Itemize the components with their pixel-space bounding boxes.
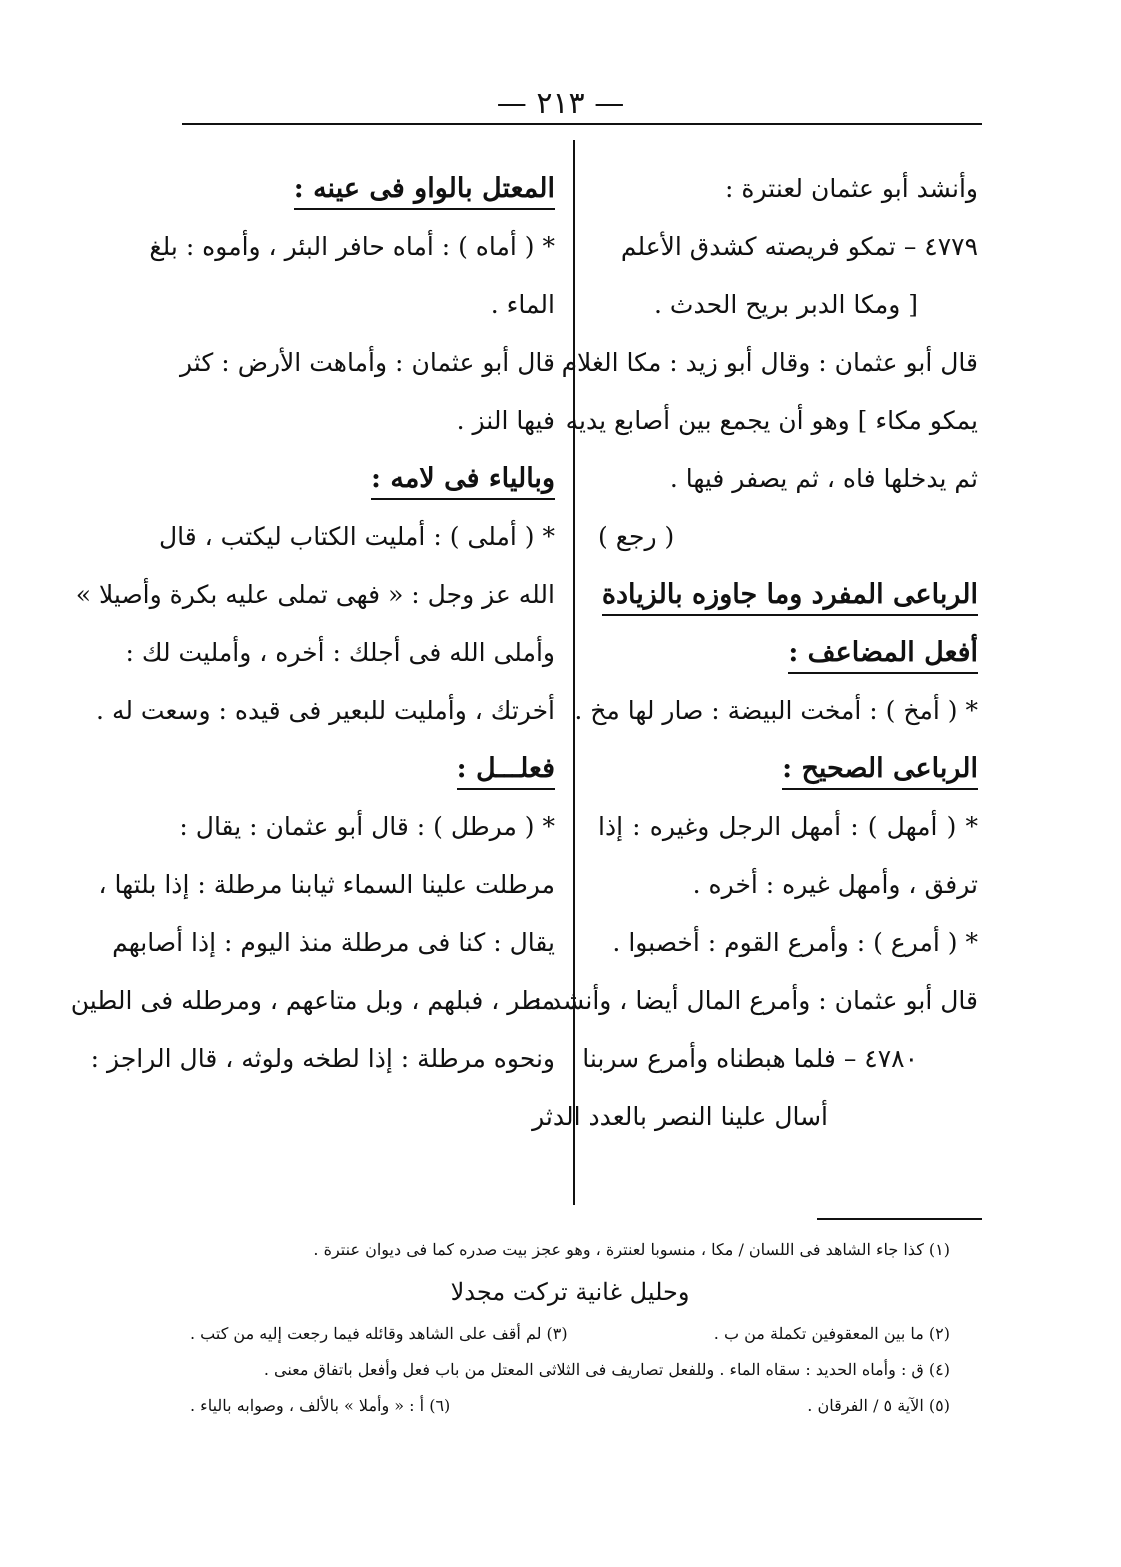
footnote-3: (٣) لم أقف على الشاهد وقائله فيما رجعت إليه من كتب .	[190, 1324, 568, 1343]
section-heading-faalala	[180, 740, 555, 798]
footnote-6: (٦) أ : « وأملا » بالألف ، وصوابه بالياء .	[190, 1396, 451, 1415]
footnote-row-5-6	[190, 1388, 950, 1424]
text-line: وأنشد أبو عثمان لعنترة :	[725, 174, 978, 203]
poem-line: ٤٧٨٠ – فلما هبطناه وأمرع سربنا	[582, 1044, 918, 1073]
footnote-row-2-3	[190, 1316, 950, 1352]
text-line: أخرتك ، وأمليت للبعير فى قيده : وسعت له .	[96, 696, 555, 725]
heading-text: وبالياء فى لامه :	[371, 463, 555, 500]
section-heading-quadrilateral	[598, 566, 978, 624]
text-line: [ ومكا الدبر بريح الحدث .	[654, 290, 918, 319]
footnote-5: (٥) الآية ٥ / الفرقان .	[807, 1396, 950, 1415]
poem-line: ٤٧٧٩ – تمكو فريصته كشدق الأعلم	[620, 232, 978, 261]
entry-amakh: * ( أمخ ) : أمخت البيضة : صار لها مخ .	[574, 696, 978, 725]
heading-text: الرباعى المفرد وما جاوزه بالزيادة	[602, 579, 978, 616]
text-line: * ( أمهل ) : أمهل الرجل وغيره : إذا	[598, 812, 978, 841]
section-heading-ya	[180, 450, 555, 508]
text-line: * ( مرطل ) : قال أبو عثمان : يقال :	[179, 812, 555, 841]
right-column	[532, 160, 978, 1146]
heading-text: فعلـــل :	[457, 753, 555, 790]
text-line: ترفق ، وأمهل غيره : أخره .	[692, 870, 978, 899]
return-marker: ( رجع )	[598, 522, 675, 551]
text-line: * ( أملى ) : أمليت الكتاب ليكتب ، قال	[158, 522, 555, 551]
footnote-rule	[817, 1218, 982, 1220]
section-heading-quadrilateral-sound	[598, 740, 978, 798]
heading-text: أفعل المضاعف :	[788, 637, 978, 674]
text-line: مرطلت علينا السماء ثيابنا مرطلة : إذا بلتها ،	[98, 870, 555, 899]
text-line: وأملى الله فى أجلك : أخره ، وأمليت لك :	[125, 638, 555, 667]
text-line: مطر ، فبلهم ، وبل متاعهم ، ومرطله فى الطين	[70, 986, 555, 1015]
column-divider	[573, 140, 575, 1205]
text-line: الماء .	[490, 290, 555, 319]
text-line: ثم يدخلها فاه ، ثم يصفر فيها .	[669, 464, 978, 493]
text-line: * ( أمرع ) : وأمرع القوم : أخصبوا .	[612, 928, 978, 957]
text-line: قال أبو عثمان : وقال أبو زيد : مكا الغلام	[561, 348, 978, 377]
text-line: فيها النز .	[456, 406, 555, 435]
section-heading-afal-mudaaf	[598, 624, 978, 682]
text-line: قال أبو عثمان : وأمرع المال أيضا ، وأنشد :	[533, 986, 978, 1015]
text-line: ونحوه مرطلة : إذا لطخه ولوثه ، قال الراجز :	[90, 1044, 555, 1073]
text-line: يمكو مكاء ] وهو أن يجمع بين أصابع يديه	[565, 406, 978, 435]
quran-quote-line: الله عز وجل : « فهى تملى عليه بكرة وأصيلا »	[75, 580, 555, 609]
header-rule	[182, 123, 982, 125]
text-line: قال أبو عثمان : وأماهت الأرض : كثر	[180, 348, 555, 377]
footnote-2: (٢) ما بين المعقوفين تكملة من ب .	[713, 1324, 950, 1343]
poem-line: أسال علينا النصر بالعدد الدثر	[532, 1102, 828, 1131]
footnote-1: (١) كذا جاء الشاهد فى اللسان / مكا ، منسوبا لعنترة ، وهو عجز بيت صدره كما فى ديوان عنترة .	[313, 1240, 950, 1259]
footnote-4: (٤) ق : وأماه الحديد : سقاه الماء . وللفعل تصاريف فى الثلاثى المعتل من باب فعل وأفعل باتفاق معنى .	[263, 1360, 950, 1379]
footnote-1-verse: وحليل غانية تركت مجدلا	[450, 1278, 690, 1306]
footnotes	[190, 1232, 950, 1424]
text-line: يقال : كنا فى مرطلة منذ اليوم : إذا أصابهم	[112, 928, 555, 957]
heading-text: الرباعى الصحيح :	[782, 753, 978, 790]
page-number: — ٢١٣ —	[496, 86, 625, 121]
text-line: * ( أماه ) : أماه حافر البئر ، وأموه : بلغ	[149, 232, 555, 261]
left-column	[70, 160, 555, 1088]
heading-text: المعتل بالواو فى عينه :	[294, 173, 555, 210]
section-heading-waw	[180, 160, 555, 218]
